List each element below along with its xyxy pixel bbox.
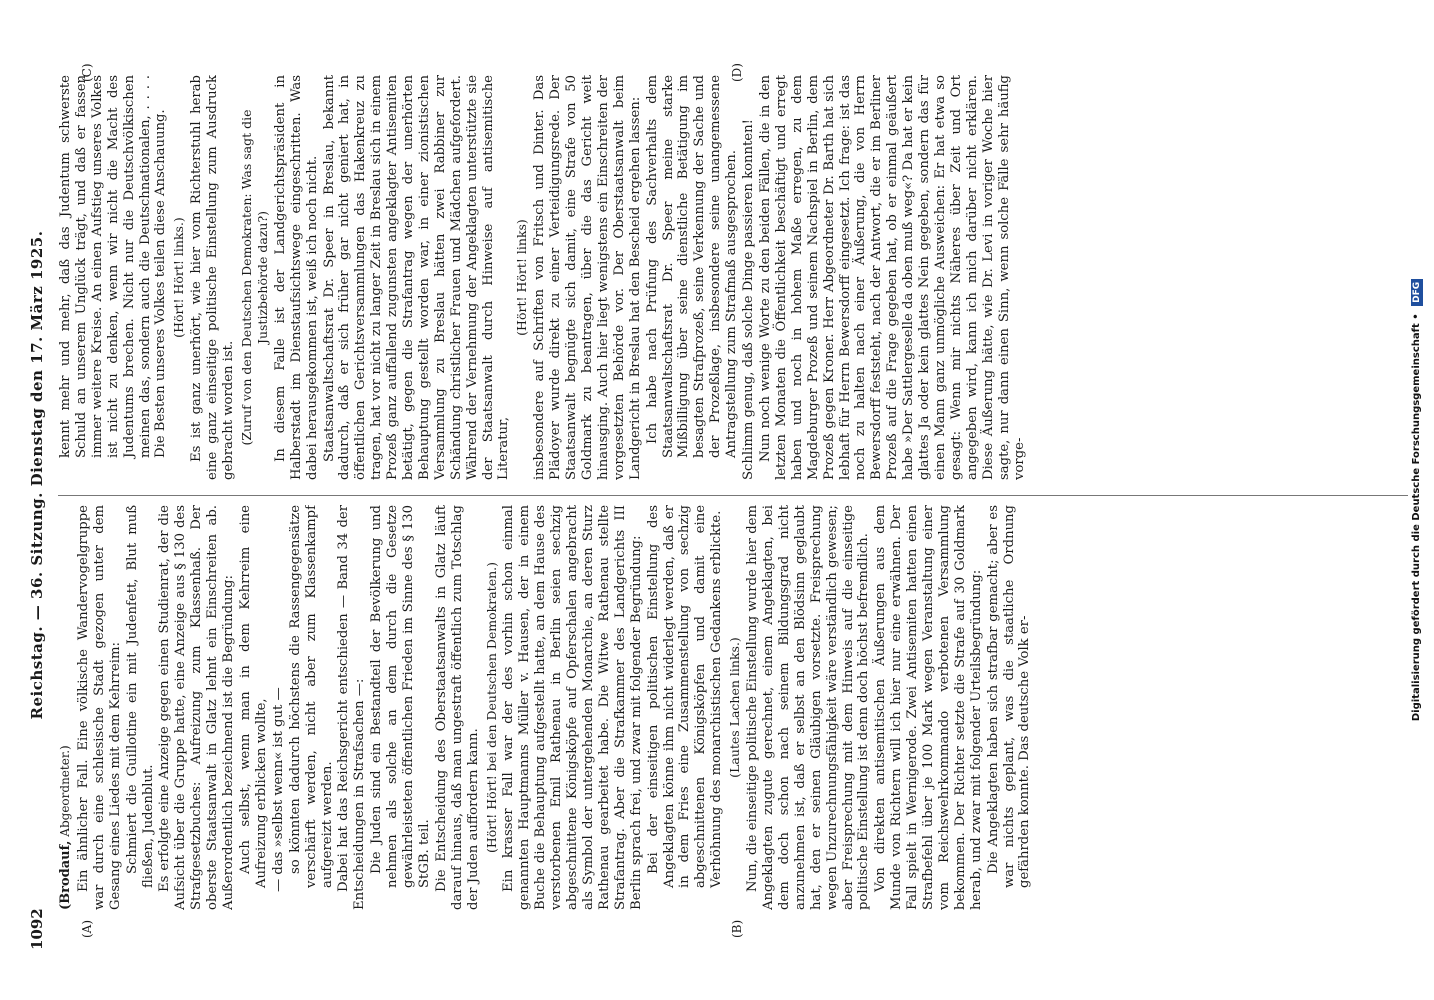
column-divider	[58, 495, 1408, 496]
paragraph: Von direkten antisemitischen Äußerungen aus dem Munde von Richtern will ich hier nur eine erwähnen. Der Fall spielt in Wernigerode. Zwei Antisemiten hatten einen Strafbefehl über je 100 Mark wegen Veranstaltung einer vom Reichswehrkommando verbotenen Versammlung bekommen. Der Richter setzte die Strafe auf 30 Goldmark herab, und zwar mit folgender Urteilsbegründung:	[873, 505, 984, 910]
paragraph: Ein krasser Fall war der des vorhin schon einmal genannten Hauptmanns Müller v. Hausen, der in einem Buche die Behauptung aufgestellt hatte, an dem Hause des verstorbenen Emil Rathenau in Berlin seien sechzig abgeschnittene Königsköpfe auf Opferschalen angebracht als Symbol der untergehenden Monarchie, an deren Sturz Rathenau gearbeitet habe. Die Witwe Rathenau stellte Strafantrag. Aber die Strafkammer des Landgerichts III Berlin sprach frei, und zwar mit folgender Begründung:	[501, 505, 644, 910]
interjection: (Hört! Hört! links)	[514, 219, 530, 336]
interjection: (Hört! Hört! bei den Deutschen Demokraten.)	[483, 562, 499, 854]
paragraph: Die Entscheidung des Oberstaatsanwalts in Glatz läuft darauf hinaus, daß man ungestraft öffentlich zum Totschlag der Juden auffordern kann.	[433, 505, 481, 910]
margin-mark-d: (D)	[730, 63, 744, 82]
left-column	[58, 505, 1408, 910]
speaker-role: Abgeordneter.)	[58, 745, 72, 837]
paragraph: Nun noch wenige Worte zu den beiden Fällen, die in den letzten Monaten die Öffentlichkeit beschäftigt und erregt haben und noch in hohem Maße erregen, zu dem Magdeburger Prozeß und seinem Nachspiel in Berlin, dem Prozeß gegen Kroner. Herr Abgeordneter Dr. Barth hat sich lebhaft für Herrn Bewersdorff eingesetzt. Ich frage: ist das noch zu halten nach einer Äußerung, die von Herrn Bewersdorff feststeht, nach der Antwort, die er im Berliner Prozeß auf die Frage gegeben hat, ob er einmal geäußert habe »Der Sattlergeselle da oben muß weg«? Da hat er kein glattes Ja oder kein glattes Nein gegeben, sondern das für einen Mann ganz unmögliche Ausweichen: Er hat etwa so gesagt: Wenn mir nichts Näheres über Zeit und Ort angegeben wird, kann ich mich darüber nicht erklären. Diese Äußerung hätte, wie Dr. Levi in voriger Woche hier sagte, nur dann einen Sinn, wenn solche Fälle sehr häufig vorge-	[757, 75, 1028, 480]
page-header	[28, 50, 50, 950]
paragraph: Staatsanwaltschaftsrat Dr. Speer in Breslau, bekannt dadurch, daß er sich früher gar nicht geniert hat, in öffentlichen Gerichtsversammlungen das Hakenkreuz zu tragen, hat vor nicht zu langer Zeit in Breslau sich in einem Prozeß ganz auffallend zugunsten angeklagter Antisemiten betätigt, gegen die Strafantrag wegen der unerhörten Behauptung gestellt worden war, in einer zionistischen Versammlung zu Breslau hätten zwei Rabbiner zur Schändung christlicher Frauen und Mädchen aufgefordert. Während der Vernehmung der Angeklagten unterstützte sie der Staatsanwalt durch Hinweise auf antisemitische Literatur,	[321, 75, 512, 480]
interjection: (Hört! Hört! links.)	[171, 217, 187, 338]
paragraph: Es ist ganz unerhört, wie hier vom Richterstuhl herab eine ganz einseitige politische Einstellung zum Ausdruck gebracht worden ist.	[189, 75, 237, 480]
interjection: (Lautes Lachen links.)	[727, 637, 743, 778]
page-number: 1092	[28, 908, 46, 950]
credit-text: Digitalisierung gefördert durch die Deutsche Forschungsgemeinschaft •	[1411, 313, 1422, 722]
margin-mark-c: (C)	[80, 63, 94, 82]
speaker-attribution	[58, 505, 74, 910]
paragraph: Dabei hat das Reichsgericht entschieden — Band 34 der Entscheidungen in Strafsachen —:	[336, 505, 368, 910]
interjection: (Zuruf von den Deutschen Demokraten: Was sagt die Justizbehörde dazu?)	[238, 109, 270, 446]
paragraph: Ein ähnlicher Fall. Eine völkische Wandervogelgruppe war durch eine schlesische Stadt gezogen unter dem Gesang eines Liedes mit dem Kehrreim:	[75, 505, 123, 910]
quotation: Schmiert die Guillotine ein mit Judenfett, Blut muß fließen, Judenblut.	[124, 505, 156, 888]
dfg-logo: DFG	[1411, 279, 1423, 306]
speaker-name: (Brodauf,	[58, 840, 73, 910]
quotation: so könnten dadurch höchstens die Rassengegensätze verschärft werden, nicht aber zum Klassenkampf aufgereizt werden.	[287, 505, 335, 888]
quotation: Die Angeklagten haben sich strafbar gemacht; aber es war nichts geplant, was die staatliche Ordnung gefährden konnte. Das deutsche Volk er-	[985, 505, 1033, 888]
paragraph: Schlimm genug, daß solche Dinge passieren konnten!	[741, 119, 757, 480]
quotation: Ich habe nach Prüfung des Sachverhalts dem Staatsanwaltschaftsrat Dr. Speer meine starke Mißbilligung über seine dienstliche Betätigung im besagten Strafprozeß, seine Verkennung der Sache und der Prozeßlage, insbesondere seine unangemessene Antragstellung zum Strafmaß ausgesprochen.	[644, 75, 740, 458]
margin-mark-b: (B)	[730, 919, 744, 938]
quotation: kennt mehr und mehr, daß das Judentum schwerste Schuld an unserem Unglück trägt, und daß er fassen immer weitere Kreise. An einen Aufstieg unseres Volkes ist nicht zu denken, wenn wir nicht die Macht des Judentums brechen. Nicht nur die Deutschvölkischen meinen das, sondern auch die Deutschnationalen, . . . . Die Besten unseres Volkes teilen diese Anschauung.	[58, 75, 169, 458]
digitization-credit	[1411, 10, 1425, 990]
running-head: Reichstag. — 36. Sitzung. Dienstag den 17. März 1925.	[28, 230, 46, 720]
quotation: Auch selbst, wenn man in dem Kehrreim eine Aufreizung erblicken wollte,	[237, 505, 269, 888]
quotation: Die Juden sind ein Bestandteil der Bevölkerung und nehmen als solche an dem durch die Gesetze gewährleisteten öffentlichen Frieden im Sinne des § 130 StGB. teil.	[369, 505, 432, 888]
paragraph: Nun, die einseitige politische Einstellung wurde hier dem Angeklagten zugute gerechnet, einem Angeklagten, bei dem doch schon nach seinem Bildungsgrad nicht anzunehmen ist, daß er selbst an den Blödsinn geglaubt hat, den er seinen Gläubigen vorsetzte. Freisprechung wegen Unzurechnungsfähigkeit wäre verständlich gewesen; aber Freisprechung mit dem Hinweis auf die einseitige politische Einstellung ist denn doch höchst befremdlich.	[745, 505, 872, 910]
paragraph: insbesondere auf Schriften von Fritsch und Dinter. Das Plädoyer wurde direkt zu einer Verteidigungsrede. Der Staatsanwalt begnügte sich damit, eine Strafe von 50 Goldmark zu beantragen, über die das Gericht weit hinausging. Auch hier liegt wenigstens ein Einschreiten der vorgesetzten Behörde vor. Der Oberstaatsanwalt beim Landgericht in Breslau hat den Bescheid ergehen lassen:	[532, 75, 643, 480]
quotation: Bei der einseitigen politischen Einstellung des Angeklagten könne ihm nicht widerlegt werden, daß er in dem Fries eine Zusammenstellung von sechzig abgeschnittenen Königsköpfen und damit eine Verhöhnung des monarchistischen Gedankens erblickte.	[645, 505, 725, 888]
paragraph: In diesem Falle ist der Landgerichtspräsident in Halberstadt im Dienstaufsichtswege eingeschritten. Was dabei herausgekommen ist, weiß ich noch nicht.	[272, 75, 320, 480]
paragraph: — das »selbst wenn« ist gut —	[270, 687, 286, 892]
scanned-page	[10, 50, 1430, 950]
right-column	[58, 75, 1408, 480]
paragraph: Es erfolgte eine Anzeige gegen einen Studienrat, der die Aufsicht über die Gruppe hatte, eine Anzeige aus § 130 des Strafgesetzbuches: Aufreizung zum Klassenhaß. Der oberste Staatsanwalt in Glatz lehnt ein Einschreiten ab. Außerordentlich bezeichnend ist die Begründung:	[157, 505, 237, 910]
margin-mark-a: (A)	[80, 919, 94, 938]
